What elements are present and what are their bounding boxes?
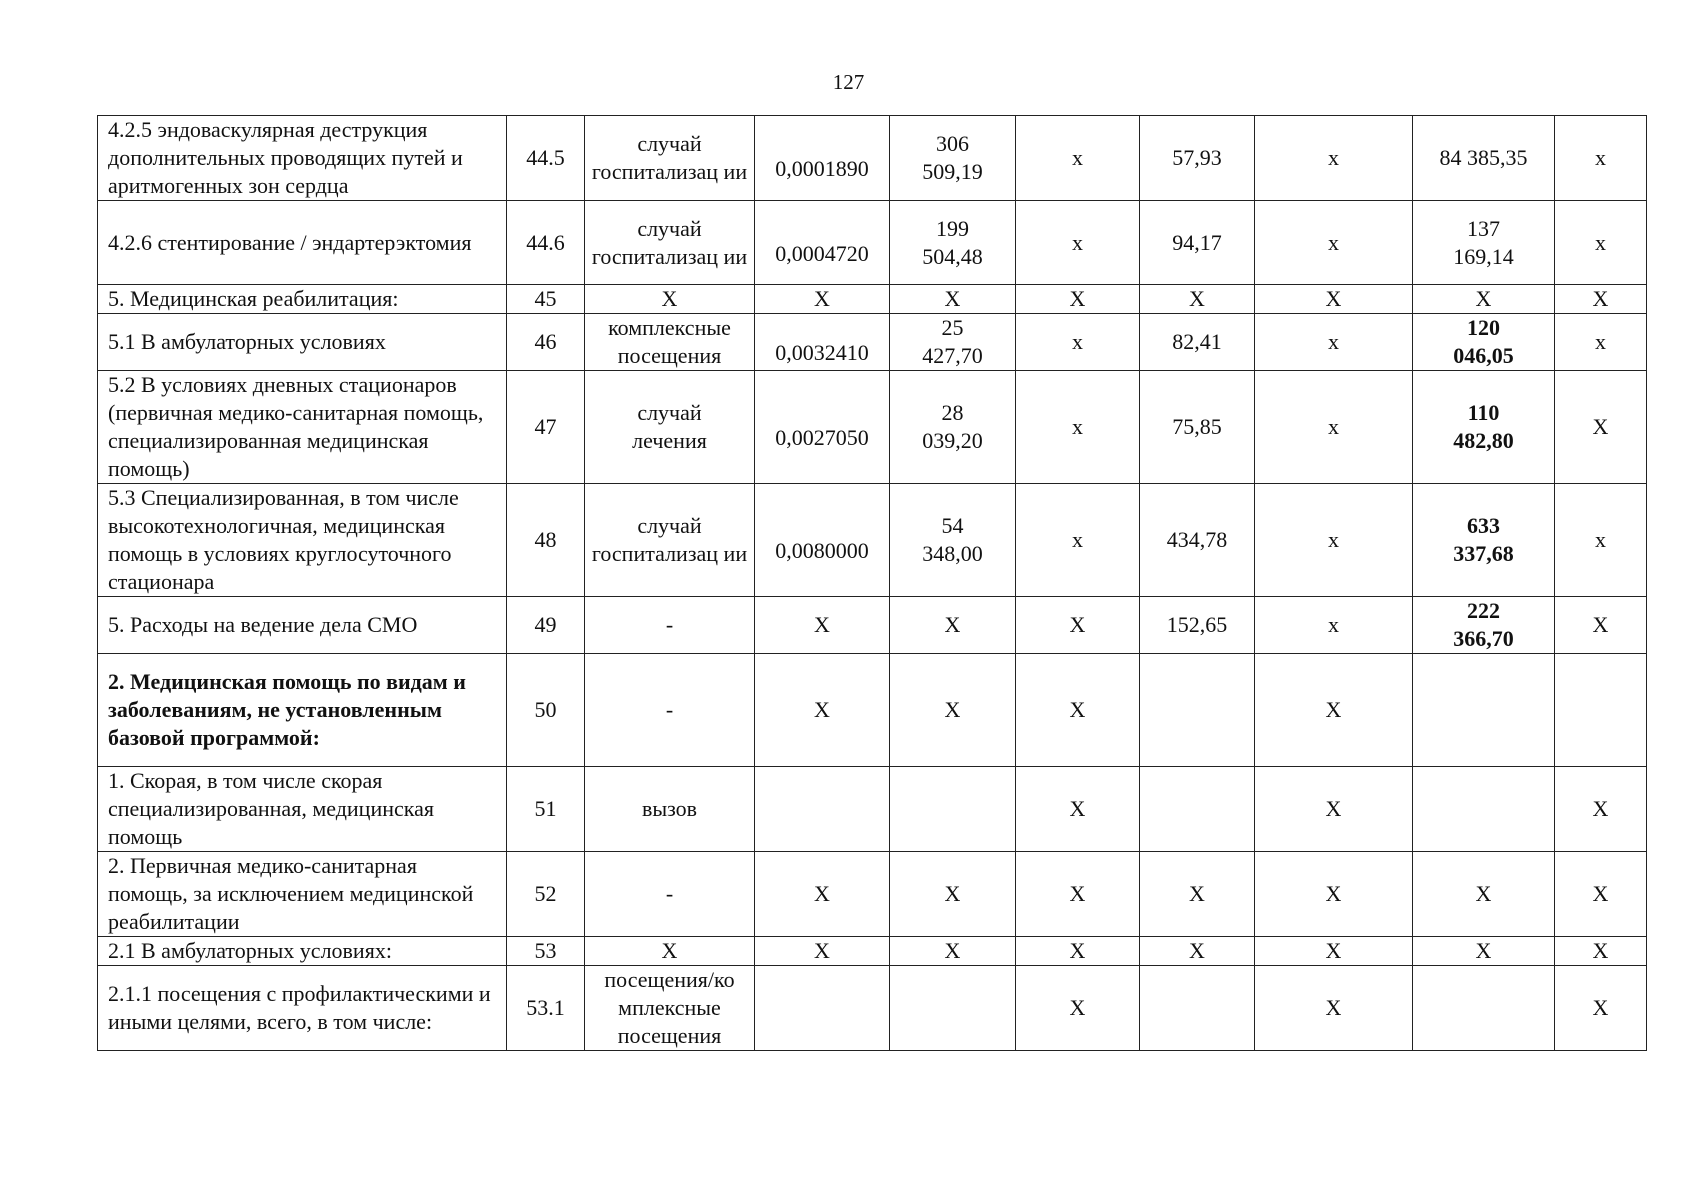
row-c7: 75,85 <box>1140 371 1255 484</box>
row-c7: Х <box>1140 937 1255 966</box>
row-unit: случай лечения <box>585 371 755 484</box>
row-c9: 137 169,14 <box>1413 201 1555 285</box>
row-unit: случай госпитализац ии <box>585 484 755 597</box>
row-unit: вызов <box>585 767 755 852</box>
row-c9 <box>1413 654 1555 767</box>
row-c7 <box>1140 767 1255 852</box>
table-row <box>98 371 1647 484</box>
row-c7: 152,65 <box>1140 597 1255 654</box>
row-code: 44.6 <box>507 201 585 285</box>
table-row <box>98 285 1647 314</box>
row-c8: х <box>1255 484 1413 597</box>
row-c6: Х <box>1016 767 1140 852</box>
table-row <box>98 937 1647 966</box>
row-name: 5. Расходы на ведение дела СМО <box>98 597 507 654</box>
row-c7 <box>1140 966 1255 1051</box>
row-code: 45 <box>507 285 585 314</box>
row-c10: Х <box>1555 852 1647 937</box>
row-code: 51 <box>507 767 585 852</box>
row-unit: Х <box>585 285 755 314</box>
table-row <box>98 654 1647 767</box>
row-name: 5.3 Специализированная, в том числе высокотехнологичная, медицинская помощь в условиях круглосуточного стационара <box>98 484 507 597</box>
row-c9: Х <box>1413 937 1555 966</box>
row-c8: Х <box>1255 285 1413 314</box>
table-row <box>98 116 1647 201</box>
row-name: 5.1 В амбулаторных условиях <box>98 314 507 371</box>
table-row <box>98 201 1647 285</box>
row-c6: х <box>1016 201 1140 285</box>
row-code: 44.5 <box>507 116 585 201</box>
row-c8: Х <box>1255 937 1413 966</box>
row-unit: - <box>585 654 755 767</box>
row-cost: 28 039,20 <box>890 371 1016 484</box>
row-code: 50 <box>507 654 585 767</box>
row-norm: Х <box>755 937 890 966</box>
row-c9: 120 046,05 <box>1413 314 1555 371</box>
row-name: 2.1.1 посещения с профилактическими и иными целями, всего, в том числе: <box>98 966 507 1051</box>
row-c7: 82,41 <box>1140 314 1255 371</box>
row-cost: Х <box>890 852 1016 937</box>
row-norm <box>755 767 890 852</box>
row-code: 47 <box>507 371 585 484</box>
row-norm: 0,0032410 <box>755 314 890 371</box>
row-c8: х <box>1255 597 1413 654</box>
row-c10: Х <box>1555 597 1647 654</box>
row-name: 1. Скорая, в том числе скорая специализированная, медицинская помощь <box>98 767 507 852</box>
row-c6: Х <box>1016 966 1140 1051</box>
row-name: 5.2 В условиях дневных стационаров (первичная медико-санитарная помощь, специализированная медицинская помощь) <box>98 371 507 484</box>
row-code: 48 <box>507 484 585 597</box>
row-c8: х <box>1255 116 1413 201</box>
row-c9: 633 337,68 <box>1413 484 1555 597</box>
row-cost: 306 509,19 <box>890 116 1016 201</box>
row-c10: х <box>1555 201 1647 285</box>
row-c9: Х <box>1413 285 1555 314</box>
row-c8: Х <box>1255 654 1413 767</box>
table-row <box>98 314 1647 371</box>
row-norm <box>755 966 890 1051</box>
row-name: 2.1 В амбулаторных условиях: <box>98 937 507 966</box>
row-c6: Х <box>1016 597 1140 654</box>
row-cost: Х <box>890 937 1016 966</box>
row-c10: х <box>1555 314 1647 371</box>
row-cost <box>890 767 1016 852</box>
page-number: 127 <box>832 70 865 94</box>
row-cost: Х <box>890 285 1016 314</box>
row-norm: 0,0001890 <box>755 116 890 201</box>
row-unit: случай госпитализац ии <box>585 201 755 285</box>
row-cost: 25 427,70 <box>890 314 1016 371</box>
table-row <box>98 852 1647 937</box>
row-cost: 199 504,48 <box>890 201 1016 285</box>
row-c10 <box>1555 654 1647 767</box>
row-norm: 0,0004720 <box>755 201 890 285</box>
row-c6: х <box>1016 314 1140 371</box>
row-c7: Х <box>1140 285 1255 314</box>
row-c6: Х <box>1016 285 1140 314</box>
row-unit: - <box>585 852 755 937</box>
row-c9: Х <box>1413 852 1555 937</box>
row-c8: Х <box>1255 966 1413 1051</box>
row-norm: Х <box>755 285 890 314</box>
row-cost: Х <box>890 654 1016 767</box>
row-norm: Х <box>755 597 890 654</box>
row-c10: Х <box>1555 767 1647 852</box>
row-c6: х <box>1016 371 1140 484</box>
row-norm: Х <box>755 852 890 937</box>
row-c9: 84 385,35 <box>1413 116 1555 201</box>
row-cost <box>890 966 1016 1051</box>
row-c6: Х <box>1016 852 1140 937</box>
row-name: 4.2.5 эндоваскулярная деструкция дополнительных проводящих путей и аритмогенных зон сердца <box>98 116 507 201</box>
row-c7: Х <box>1140 852 1255 937</box>
row-code: 49 <box>507 597 585 654</box>
table-row <box>98 966 1647 1051</box>
row-norm: Х <box>755 654 890 767</box>
row-c7: 434,78 <box>1140 484 1255 597</box>
row-code: 53 <box>507 937 585 966</box>
row-c10: Х <box>1555 966 1647 1051</box>
row-code: 53.1 <box>507 966 585 1051</box>
row-unit: случай госпитализац ии <box>585 116 755 201</box>
row-c10: х <box>1555 116 1647 201</box>
row-cost: 54 348,00 <box>890 484 1016 597</box>
row-c7: 57,93 <box>1140 116 1255 201</box>
row-c6: Х <box>1016 937 1140 966</box>
row-c8: х <box>1255 371 1413 484</box>
table-row <box>98 484 1647 597</box>
rates-table <box>97 115 1647 1051</box>
row-unit: Х <box>585 937 755 966</box>
row-cost: Х <box>890 597 1016 654</box>
row-norm: 0,0027050 <box>755 371 890 484</box>
row-c8: Х <box>1255 767 1413 852</box>
row-c6: х <box>1016 116 1140 201</box>
row-unit: - <box>585 597 755 654</box>
row-c9 <box>1413 767 1555 852</box>
table-row <box>98 597 1647 654</box>
row-c7: 94,17 <box>1140 201 1255 285</box>
row-c9 <box>1413 966 1555 1051</box>
row-c8: х <box>1255 314 1413 371</box>
row-name: 4.2.6 стентирование / эндартерэктомия <box>98 201 507 285</box>
row-name: 2. Медицинская помощь по видам и заболеваниям, не установленным базовой программой: <box>98 654 507 767</box>
row-c7 <box>1140 654 1255 767</box>
row-c8: Х <box>1255 852 1413 937</box>
row-c6: х <box>1016 484 1140 597</box>
row-c9: 110 482,80 <box>1413 371 1555 484</box>
row-c10: Х <box>1555 285 1647 314</box>
row-c9: 222 366,70 <box>1413 597 1555 654</box>
row-unit: посещения/ко мплексные посещения <box>585 966 755 1051</box>
row-c10: Х <box>1555 937 1647 966</box>
row-c6: Х <box>1016 654 1140 767</box>
row-name: 5. Медицинская реабилитация: <box>98 285 507 314</box>
row-code: 46 <box>507 314 585 371</box>
row-c10: х <box>1555 484 1647 597</box>
row-name: 2. Первичная медико-санитарная помощь, за исключением медицинской реабилитации <box>98 852 507 937</box>
row-c10: Х <box>1555 371 1647 484</box>
row-unit: комплексные посещения <box>585 314 755 371</box>
row-norm: 0,0080000 <box>755 484 890 597</box>
table-row <box>98 767 1647 852</box>
row-c8: х <box>1255 201 1413 285</box>
row-code: 52 <box>507 852 585 937</box>
